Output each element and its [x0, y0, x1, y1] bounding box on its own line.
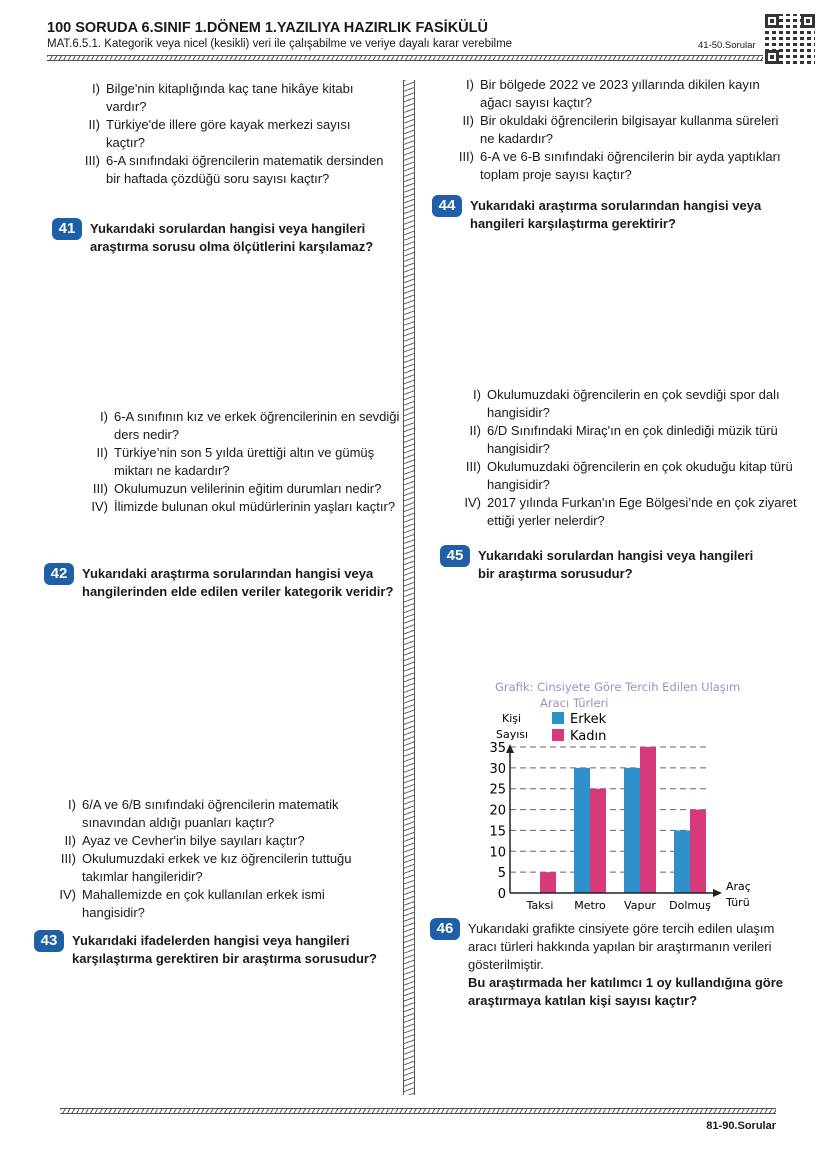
list-item: [80, 444, 400, 480]
item-text: Bilge'nin kitaplığında kaç tane hikâye kitabı vardır?: [106, 81, 354, 114]
x-tick-label: Vapur: [624, 899, 656, 912]
list-item: [80, 480, 400, 498]
item-text: 2017 yılında Furkan'ın Ege Bölgesi’nde en çok ziyaret ettiği yerler nelerdir?: [487, 495, 797, 528]
bar-erkek-vapur: [624, 768, 640, 893]
list-item: [446, 76, 786, 112]
item-numeral: III): [465, 459, 481, 474]
item-text: 6-A sınıfındaki öğrencilerin matematik dersinden bir haftada çözdüğü soru sayısı kaçtır?: [106, 153, 384, 186]
item-numeral: II): [469, 423, 481, 438]
legend-swatch-erkek: [552, 712, 564, 724]
item-numeral: II): [96, 445, 108, 460]
item-numeral: II): [462, 113, 474, 128]
x-axis-arrow-icon: [713, 889, 722, 897]
question-number-badge: 43: [34, 930, 64, 952]
y-tick-label: 20: [489, 803, 506, 819]
item-text: 6/A ve 6/B sınıfındaki öğrencilerin matematik sınavından aldığı puanları kaçtır?: [82, 797, 339, 830]
item-text: Okulumuzdaki erkek ve kız öğrencilerin tuttuğu takımlar hangileridir?: [82, 851, 352, 884]
x-tick-label: Dolmuş: [669, 899, 711, 912]
q44-items: [446, 76, 786, 184]
question-text: Yukarıdaki sorulardan hangisi veya hangileri bir araştırma sorusudur?: [478, 548, 754, 581]
y-tick-label: 5: [497, 866, 506, 882]
y-axis-label-line-1: Kişi: [502, 712, 522, 725]
item-numeral: IV): [464, 495, 481, 510]
question-43: [34, 930, 394, 968]
y-tick-label: 15: [489, 824, 506, 840]
question-number-badge: 45: [440, 545, 470, 567]
item-numeral: I): [92, 81, 100, 96]
q45-items: [453, 386, 798, 530]
bar-kadın-taksi: [540, 872, 556, 893]
item-text: Okulumuzdaki öğrencilerin en çok sevdiği spor dalı hangisidir?: [487, 387, 780, 420]
item-text: 6-A ve 6-B sınıfındaki öğrencilerin bir ayda yaptıkları toplam proje sayısı kaçtır?: [480, 149, 781, 182]
item-numeral: II): [88, 117, 100, 132]
x-axis-label-line-2: Türü: [726, 896, 750, 909]
item-numeral: I): [68, 797, 76, 812]
question-text: Yukarıdaki araştırma sorularından hangisi veya hangilerinden elde edilen veriler kategorik veridir?: [82, 566, 394, 599]
question-text: Yukarıdaki ifadelerden hangisi veya hangileri karşılaştırma gerektiren bir araştırma sorusudur?: [72, 933, 377, 966]
x-axis-label-line-1: Araç: [726, 880, 751, 893]
item-text: Bir bölgede 2022 ve 2023 yıllarında dikilen kayın ağacı sayısı kaçtır?: [480, 77, 760, 110]
bar-kadın-dolmuş: [690, 810, 706, 893]
item-text: İlimizde bulunan okul müdürlerinin yaşları kaçtır?: [114, 499, 396, 514]
question-number-badge: 46: [430, 918, 460, 940]
item-numeral: IV): [91, 499, 108, 514]
x-tick-label: Taksi: [526, 899, 554, 912]
chart-title-line-2: Aracı Türleri: [540, 696, 609, 710]
question-text: Yukarıdaki araştırma sorularından hangisi veya hangileri karşılaştırma gerektirir?: [470, 198, 762, 231]
q43-items: [48, 796, 388, 922]
y-axis-arrow-icon: [506, 744, 514, 753]
legend-swatch-kadin: [552, 729, 564, 741]
q41-items: [72, 80, 392, 188]
y-tick-label: 0: [497, 887, 506, 902]
qr-code-icon[interactable]: [765, 14, 815, 64]
item-text: Ayaz ve Cevher'in bilye sayıları kaçtır?: [82, 833, 305, 848]
list-item: [446, 148, 786, 184]
y-tick-label: 25: [489, 782, 506, 798]
bar-kadın-metro: [590, 789, 606, 893]
footer-divider: [60, 1108, 776, 1114]
legend-label-kadin: Kadın: [570, 729, 607, 744]
question-intro: Yukarıdaki grafikte cinsiyete göre tercih edilen ulaşım aracı türleri hakkında yapılan bir araştırmanın verileri gösterilmiştir.: [468, 921, 775, 972]
item-text: 6-A sınıfının kız ve erkek öğrencilerinin en sevdiği ders nedir?: [114, 409, 400, 442]
item-numeral: IV): [59, 887, 76, 902]
item-numeral: I): [100, 409, 108, 424]
header-divider: [47, 55, 763, 61]
list-item: [453, 386, 798, 422]
list-item: [48, 832, 388, 850]
list-item: [453, 422, 798, 458]
y-axis-label-line-2: Sayısı: [496, 728, 529, 741]
chart-title-line-1: Grafik: Cinsiyete Göre Tercih Edilen Ulaşım: [495, 680, 741, 694]
question-41: [52, 218, 397, 256]
list-item: [72, 152, 392, 188]
list-item: [72, 116, 392, 152]
item-numeral: III): [60, 851, 76, 866]
question-text: Yukarıdaki sorulardan hangisi veya hangileri araştırma sorusu olma ölçütlerini karşılamaz?: [90, 221, 374, 254]
list-item: [453, 458, 798, 494]
list-item: [80, 498, 400, 516]
list-item: [48, 796, 388, 832]
item-text: 6/D Sınıfındaki Miraç'ın en çok dinlediği müzik türü hangisidir?: [487, 423, 778, 456]
x-tick-label: Metro: [574, 899, 606, 912]
question-number-badge: 42: [44, 563, 74, 585]
item-text: Türkiye’nin son 5 yılda ürettiği altın ve gümüş miktarı ne kadardır?: [114, 445, 375, 478]
y-tick-label: 10: [489, 845, 506, 861]
item-text: Okulumuzdaki öğrencilerin en çok okuduğu kitap türü hangisidir?: [487, 459, 793, 492]
list-item: [72, 80, 392, 116]
question-44: [432, 195, 802, 233]
item-numeral: I): [473, 387, 481, 402]
list-item: [453, 494, 798, 530]
y-tick-label: 35: [489, 741, 506, 756]
list-item: [48, 886, 388, 922]
page-subtitle: MAT.6.5.1. Kategorik veya nicel (kesikli) veri ile çalışabilme ve veriye dayalı karar verebilme: [47, 38, 513, 50]
legend-label-erkek: Erkek: [570, 712, 607, 727]
list-item: [48, 850, 388, 886]
question-range: 41-50.Sorular: [698, 40, 756, 51]
bar-kadın-vapur: [640, 747, 656, 893]
question-number-badge: 44: [432, 195, 462, 217]
question-42: [44, 563, 406, 601]
bar-erkek-dolmuş: [674, 830, 690, 893]
footer-range: 81-90.Sorular: [706, 1120, 776, 1132]
q42-items: [80, 408, 400, 516]
item-text: Bir okuldaki öğrencilerin bilgisayar kullanma süreleri ne kadardır?: [480, 113, 779, 146]
item-numeral: III): [92, 481, 108, 496]
item-numeral: II): [64, 833, 76, 848]
question-text: Bu araştırmada her katılımcı 1 oy kullandığına göre araştırmaya katılan kişi sayısı kaçtır?: [468, 975, 783, 1008]
item-text: Mahallemizde en çok kullanılan erkek ismi hangisidir?: [82, 887, 325, 920]
question-number-badge: 41: [52, 218, 82, 240]
item-text: Okulumuzun velilerinin eğitim durumları nedir?: [114, 481, 382, 496]
item-numeral: I): [466, 77, 474, 92]
item-text: Türkiye'de illere göre kayak merkezi sayısı kaçtır?: [106, 117, 351, 150]
page-title: 100 SORUDA 6.SINIF 1.DÖNEM 1.YAZILIYA HAZIRLIK FASİKÜLÜ: [47, 20, 488, 36]
bar-erkek-metro: [574, 768, 590, 893]
bar-chart: [470, 670, 780, 920]
item-numeral: III): [84, 153, 100, 168]
question-46: [430, 918, 800, 1010]
list-item: [80, 408, 400, 444]
list-item: [446, 112, 786, 148]
y-tick-label: 30: [489, 761, 506, 777]
item-numeral: III): [458, 149, 474, 164]
question-45: [440, 545, 770, 583]
